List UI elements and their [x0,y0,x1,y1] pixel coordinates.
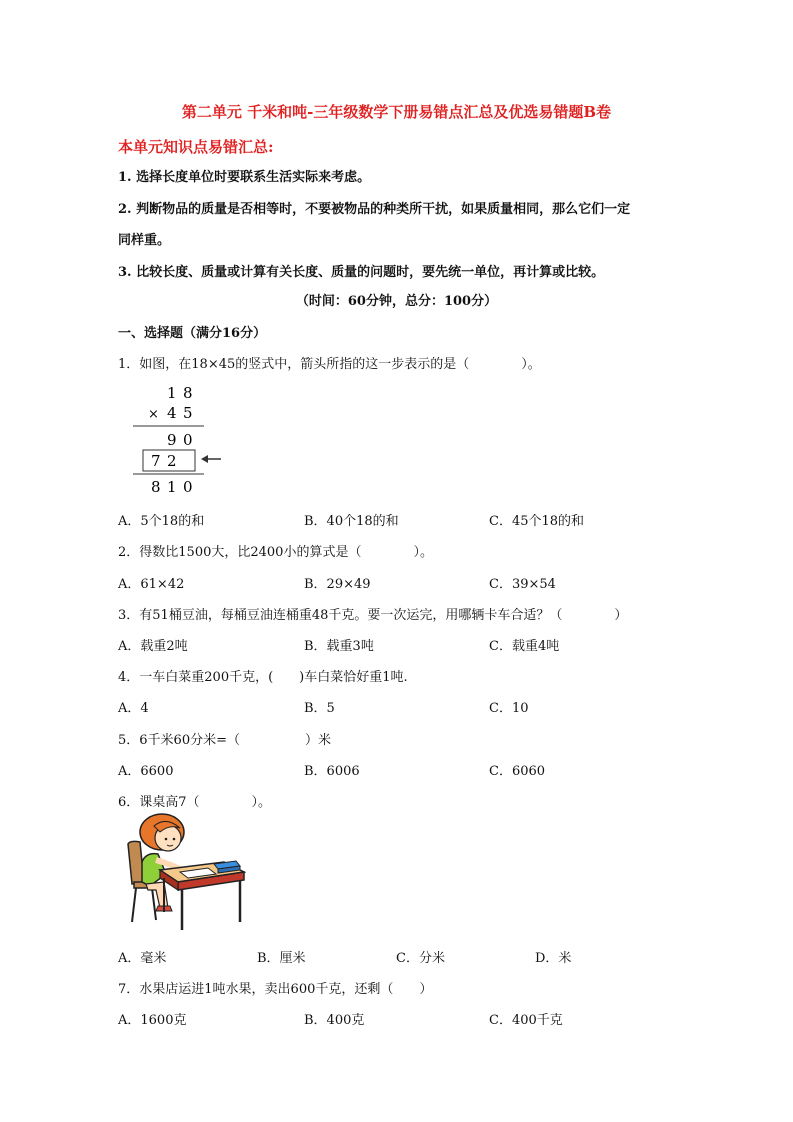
question-4: 4．一车白菜重200千克，( )车白菜恰好重1吨. [118,670,408,685]
arrowhead-icon [201,455,208,463]
q4-option-a[interactable]: A．4 [118,701,149,716]
q3-option-a[interactable]: A．载重2吨 [118,639,188,654]
q6-option-c[interactable]: C．分米 [396,951,445,966]
calc-digit: 1 [167,478,177,496]
vertical-multiplication-figure [128,382,228,500]
q2-option-b[interactable]: B．29×49 [304,577,371,592]
calc-digit: 1 [167,384,177,402]
calc-digit: 9 [167,431,177,449]
question-5: 5．6千米60分米=（ ）米 [118,733,331,748]
q3-option-c[interactable]: C．载重4吨 [489,639,560,654]
calc-digit: 0 [183,431,193,449]
q7-option-b[interactable]: B．400克 [304,1013,365,1028]
section-title: 一、选择题（满分16分） [118,326,267,341]
q1-option-c[interactable]: C．45个18的和 [489,514,585,529]
q6-option-d[interactable]: D．米 [535,951,572,966]
q1-option-a[interactable]: A．5个18的和 [118,514,205,529]
q6-option-b[interactable]: B．厘米 [257,951,306,966]
q7-option-a[interactable]: A．1600克 [118,1013,187,1028]
calc-times: × [148,407,159,422]
q2-option-a[interactable]: A．61×42 [118,577,185,592]
q2-option-c[interactable]: C．39×54 [489,577,556,592]
point-3: 3. 比较长度、质量或计算有关长度、质量的问题时，要先统一单位，再计算或比较。 [118,265,605,280]
question-6: 6．课桌高7（ ）。 [118,795,272,810]
calc-digit: 8 [183,384,193,402]
question-1: 1．如图，在18×45的竖式中，箭头所指的这一步表示的是（ ）。 [118,357,541,372]
point-2-cont: 同样重。 [118,233,171,248]
calc-digit: 5 [183,404,193,422]
calc-digit: 8 [151,478,161,496]
document-title: 第二单元 千米和吨-三年级数学下册易错点汇总及优选易错题B卷 [181,103,612,121]
q4-option-b[interactable]: B．5 [304,701,335,716]
girl-at-desk-illustration [120,812,246,936]
q3-option-b[interactable]: B．载重3吨 [304,639,374,654]
question-2: 2．得数比1500大，比2400小的算式是（ ）。 [118,545,433,560]
calc-digit: 7 [151,452,161,470]
summary-heading: 本单元知识点易错汇总: [118,138,274,156]
question-3: 3．有51桶豆油，每桶豆油连桶重48千克。要一次运完，用哪辆卡车合适？（ ） [118,608,628,623]
q6-option-a[interactable]: A．毫米 [118,951,167,966]
q4-option-c[interactable]: C．10 [489,701,529,716]
calc-digit: 4 [167,404,177,422]
calc-digit: 2 [167,452,177,470]
q5-option-c[interactable]: C．6060 [489,764,546,779]
q1-option-b[interactable]: B．40个18的和 [304,514,399,529]
time-info: （时间：60分钟，总分：100分） [295,294,498,309]
point-2: 2. 判断物品的质量是否相等时，不要被物品的种类所干扰，如果质量相同，那么它们一定 [118,202,631,217]
q5-option-a[interactable]: A．6600 [118,764,174,779]
calc-digit: 0 [183,478,193,496]
q7-option-c[interactable]: C．400千克 [489,1013,563,1028]
q5-option-b[interactable]: B．6006 [304,764,360,779]
point-1: 1. 选择长度单位时要联系生活实际来考虑。 [118,170,371,185]
question-7: 7．水果店运进1吨水果，卖出600千克，还剩（ ） [118,982,433,997]
